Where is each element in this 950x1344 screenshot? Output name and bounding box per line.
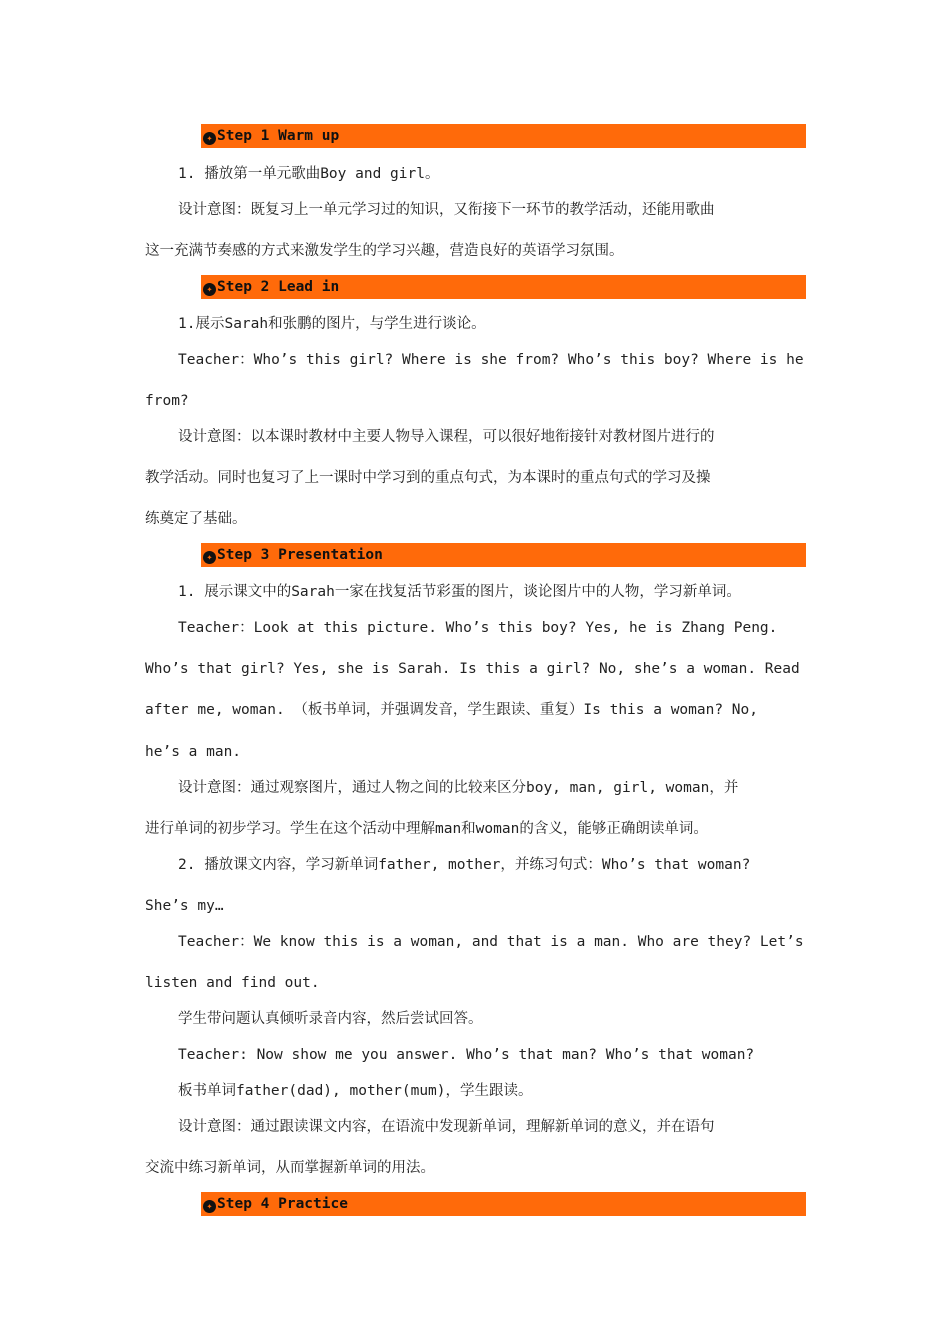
step-3-line-12: 学生带问题认真倾听录音内容，然后尝试回答。 <box>178 1011 483 1027</box>
step-3-line-14: 板书单词father(dad), mother(mum)，学生跟读。 <box>178 1083 533 1099</box>
step-2-line-2: Teacher：Who’s this girl? Where is she from? Who’s this boy? Where is he <box>178 352 804 368</box>
step-3-line-6: 设计意图：通过观察图片，通过人物之间的比较来区分boy, man, girl, woman，并 <box>178 780 739 796</box>
star-circle-icon: ✦ <box>203 283 216 296</box>
step-3-line-9: She’s my… <box>145 898 224 914</box>
step-3-label: Step 3 Presentation <box>217 547 383 563</box>
step-2-line-1: 1.展示Sarah和张鹏的图片，与学生进行谈论。 <box>178 316 486 332</box>
step-3-line-1: 1. 展示课文中的Sarah一家在找复活节彩蛋的图片，谈论图片中的人物，学习新单词。 <box>178 584 741 600</box>
step-3-line-5: he’s a man. <box>145 744 242 760</box>
step-4-label: Step 4 Practice <box>217 1196 348 1212</box>
step-2-line-6: 练奠定了基础。 <box>145 511 247 527</box>
step-3-line-16: 交流中练习新单词，从而掌握新单词的用法。 <box>145 1160 435 1176</box>
step-1-line-3: 这一充满节奏感的方式来激发学生的学习兴趣，营造良好的英语学习氛围。 <box>145 243 624 259</box>
step-2-line-3: from? <box>145 393 189 409</box>
step-3-line-7: 进行单词的初步学习。学生在这个活动中理解man和woman的含义，能够正确朗读单词。 <box>145 821 708 837</box>
step-4-header <box>201 1192 806 1216</box>
step-3-line-2: Teacher：Look at this picture. Who’s this boy? Yes, he is Zhang Peng. <box>178 620 778 636</box>
star-circle-icon: ✦ <box>203 132 216 145</box>
step-3-line-11: listen and find out. <box>145 975 320 991</box>
star-circle-icon: ✦ <box>203 551 216 564</box>
step-3-line-4: after me, woman. （板书单词，并强调发音，学生跟读、重复）Is this a woman? No, <box>145 702 758 718</box>
step-3-header <box>201 543 806 567</box>
step-3-line-13: Teacher: Now show me you answer. Who’s that man? Who’s that woman? <box>178 1047 755 1063</box>
step-1-label: Step 1 Warm up <box>217 128 340 144</box>
step-2-line-5: 教学活动。同时也复习了上一课时中学习到的重点句式，为本课时的重点句式的学习及操 <box>145 470 711 486</box>
star-circle-icon: ✦ <box>203 1200 216 1213</box>
step-2-label: Step 2 Lead in <box>217 279 340 295</box>
step-3-line-3: Who’s that girl? Yes, she is Sarah. Is this a girl? No, she’s a woman. Read <box>145 661 800 677</box>
step-3-line-8: 2. 播放课文内容，学习新单词father, mother，并练习句式：Who’s that woman? <box>178 857 751 873</box>
step-1-line-1: 1. 播放第一单元歌曲Boy and girl。 <box>178 166 440 182</box>
step-1-line-2: 设计意图：既复习上一单元学习过的知识，又衔接下一环节的教学活动，还能用歌曲 <box>178 202 715 218</box>
step-3-line-15: 设计意图：通过跟读课文内容，在语流中发现新单词，理解新单词的意义，并在语句 <box>178 1119 715 1135</box>
step-1-header <box>201 124 806 148</box>
step-2-line-4: 设计意图：以本课时教材中主要人物导入课程，可以很好地衔接针对教材图片进行的 <box>178 429 715 445</box>
step-2-header <box>201 275 806 299</box>
step-3-line-10: Teacher：We know this is a woman, and that is a man. Who are they? Let’s <box>178 934 804 950</box>
